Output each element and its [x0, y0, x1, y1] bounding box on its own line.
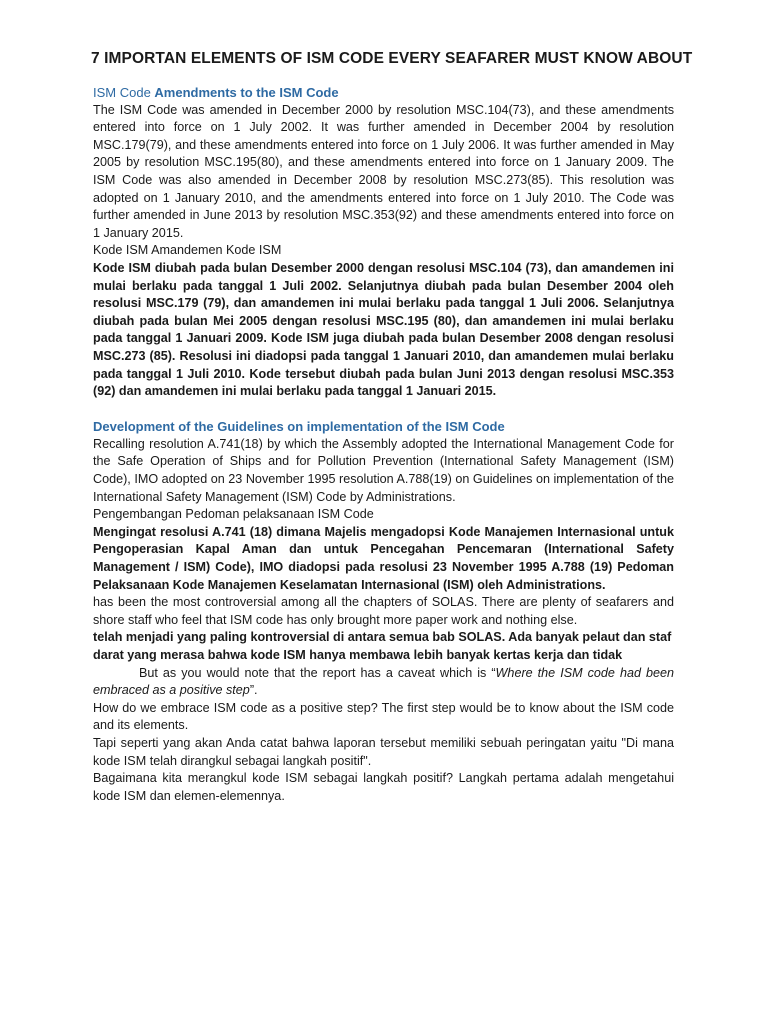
heading-prefix: ISM Code	[93, 85, 155, 100]
paragraph-caveat	[93, 665, 674, 700]
paragraph-caveat-id: Tapi seperti yang akan Anda catat bahwa laporan tersebut memiliki sebuah peringatan yaitu "Di mana kode ISM telah dirangkul sebagai langkah positif".	[93, 735, 674, 768]
paragraph-amendments-id: Kode ISM diubah pada bulan Desember 2000 dengan resolusi MSC.104 (73), dan amandemen ini mulai berlaku pada tanggal 1 Juli 2002. Selanjutnya diubah pada bulan Desember 2004 oleh resolusi MSC.179 (79), dan amandemen ini mulai berlaku pada tanggal 1 Juli 2006. Selanjutnya diubah pada bulan Mei 2005 dengan resolusi MSC.195 (80), dan amandemen ini mulai berlaku pada tanggal 1 Januari 2009. Kode ISM juga diubah pada bulan Desember 2008 dengan resolusi MSC.273 (85). Resolusi ini diadopsi pada tanggal 1 Januari 2010, dan amandemen mulai berlaku pada tanggal 1 Juli 2010. Kode tersebut diubah pada bulan Juni 2013 dengan resolusi MSC.353 (92) dan amandemen ini mulai berlaku pada tanggal 1 Januari 2015.	[93, 260, 674, 399]
paragraph-controversial-id: telah menjadi yang paling kontroversial di antara semua bab SOLAS. Ada banyak pelaut dan staf darat yang merasa bahwa kode ISM hanya membawa lebih banyak kertas kerja dan tidak	[93, 630, 672, 662]
paragraph-controversial-en: has been the most controversial among all the chapters of SOLAS. There are plenty of seafarers and shore staff who feel that ISM code has only brought more paper work and nothing else.	[93, 595, 674, 627]
caveat-after: ”.	[249, 683, 258, 698]
section-heading-amendments	[93, 84, 674, 102]
caveat-before: But as you would note that the report has a caveat which is “	[139, 665, 496, 680]
paragraph-embrace-id: Bagaimana kita merangkul kode ISM sebagai langkah positif? Langkah pertama adalah mengetahui kode ISM dan elemen-elemennya.	[93, 771, 674, 803]
paragraph-embrace-en: How do we embrace ISM code as a positive step? The first step would be to know about the ISM code and its elements.	[93, 700, 674, 733]
subheading-amendments-id: Kode ISM Amandemen Kode ISM	[93, 243, 282, 258]
caveat-quote: Where the ISM code had been embraced as a positive step	[93, 665, 674, 698]
heading-bold: Amendments to the ISM Code	[154, 85, 339, 100]
paragraph-guidelines-en: Recalling resolution A.741(18) by which the Assembly adopted the International Management Code for the Safe Operation of Ships and for Pollution Prevention (International Safety Management (ISM) Code), IMO adopted on 23 November 1995 resolution A.788(19) on Guidelines on implementation of the International Safety Management (ISM) Code by Administrations.	[93, 436, 674, 504]
subheading-guidelines-id: Pengembangan Pedoman pelaksanaan ISM Code	[93, 507, 374, 522]
paragraph-amendments-en: The ISM Code was amended in December 2000 by resolution MSC.104(73), and these amendments entered into force on 1 July 2002. It was further amended in December 2004 by resolution MSC.179(79), and these amendments entered into force on 1 July 2006. It was further amended in May 2005 by resolution MSC.195(80), and these amendments entered into force on 1 January 2009. The ISM Code was also amended in December 2008 by resolution MSC.273(85). This resolution was adopted on 1 January 2010, and the amendments entered into force on 1 July 2010. The Code was further amended in June 2013 by resolution MSC.353(92) and these amendments entered into force on 1 January 2015.	[93, 102, 674, 240]
spacer	[93, 401, 674, 419]
paragraph-guidelines-id: Mengingat resolusi A.741 (18) dimana Majelis mengadopsi Kode Manajemen Internasional untuk Pengoperasian Kapal Aman dan untuk Pencegahan Pencemaran (International Safety Management / ISM) Code), IMO diadopsi pada resolusi 23 November 1995 A.788 (19) Pedoman Pelaksanaan Kode Manajemen Keselamatan Internasional (ISM) oleh Administrations.	[93, 524, 674, 592]
section-heading-guidelines: Development of the Guidelines on implementation of the ISM Code	[93, 419, 505, 435]
document-title: 7 IMPORTAN ELEMENTS OF ISM CODE EVERY SEAFARER MUST KNOW ABOUT	[91, 50, 693, 67]
